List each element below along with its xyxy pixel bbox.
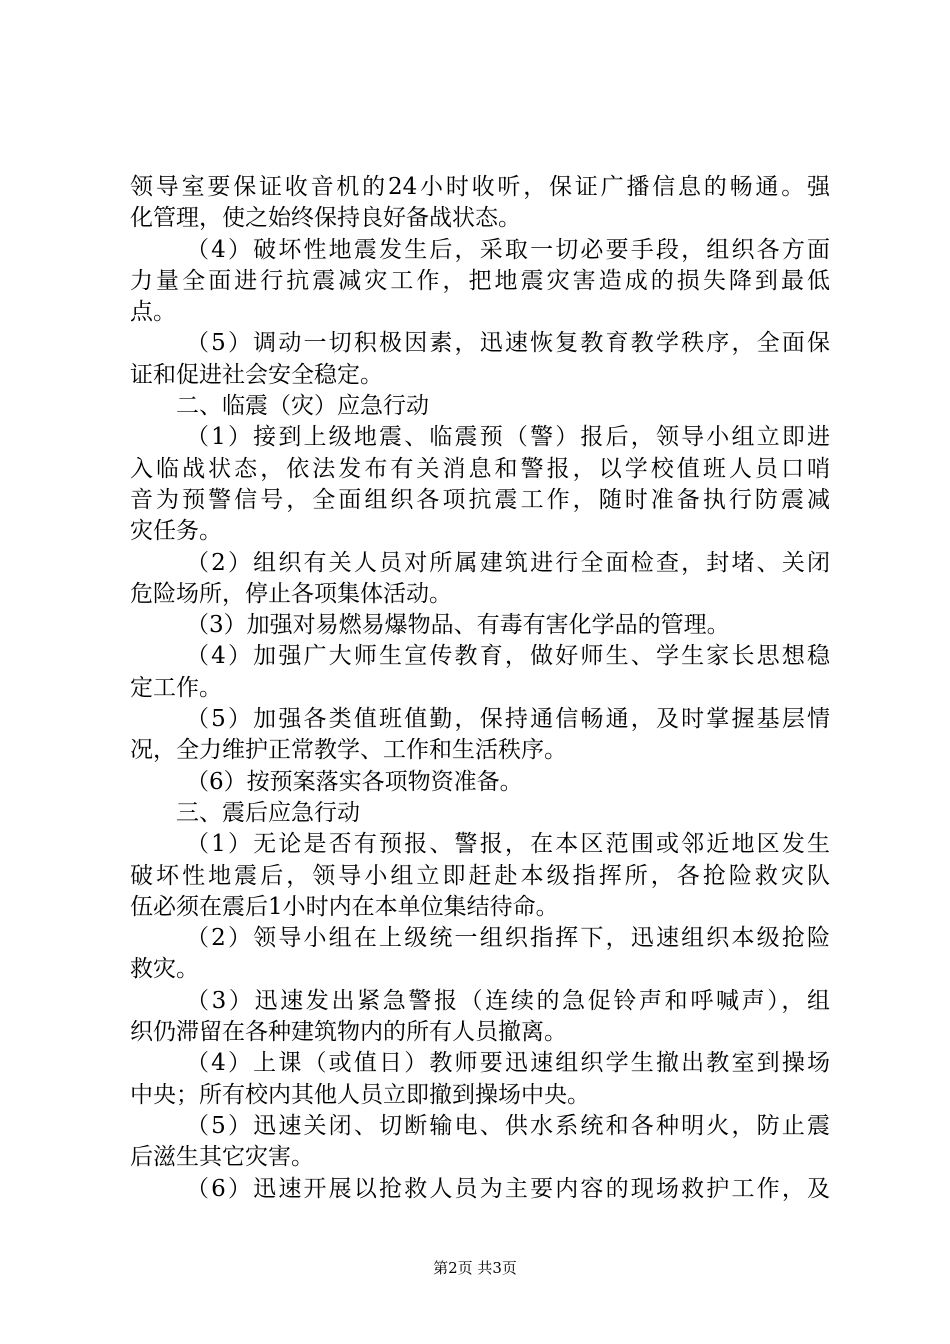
text-line: （5）迅速关闭、切断输电、供水系统和各种明火，防止震 [186,1112,830,1139]
text-line: （1）接到上级地震、临震预（警）报后，领导小组立即进 [186,424,830,451]
text-line: 后滋生其它灾害。 [130,1144,314,1171]
text-line: （4）加强广大师生宣传教育，做好师生、学生家长思想稳 [186,643,830,670]
text-line: （4）上课（或值日）教师要迅速组织学生撤出教室到操场 [186,1050,830,1077]
text-line: （4）破坏性地震发生后，采取一切必要手段，组织各方面 [186,236,830,263]
text-line: 中央；所有校内其他人员立即撤到操场中央。 [130,1081,590,1108]
text-line: （6）迅速开展以抢救人员为主要内容的现场救护工作，及 [186,1175,830,1202]
text-line: 力量全面进行抗震减灾工作，把地震灾害造成的损失降到最低 [130,267,830,294]
text-line: 证和促进社会安全稳定。 [130,361,383,388]
document-body [130,172,830,1205]
section-heading: 二、临震（灾）应急行动 [176,393,429,420]
text-line: 定工作。 [130,674,222,701]
text-line: 织仍滞留在各种建筑物内的所有人员撤离。 [130,1019,567,1046]
text-line: （3）迅速发出紧急警报（连续的急促铃声和呼喊声），组 [186,987,830,1014]
text-line: （1）无论是否有预报、警报，在本区范围或邻近地区发生 [186,831,830,858]
section-heading: 三、震后应急行动 [176,799,360,826]
text-line: 化管理，使之始终保持良好备战状态。 [130,205,521,232]
text-line: 领导室要保证收音机的24小时收听，保证广播信息的畅通。强 [130,174,830,200]
text-line: （6）按预案落实各项物资准备。 [186,768,523,795]
page-footer: 第2页 共3页 [433,1259,517,1277]
text-line: （5）调动一切积极因素，迅速恢复教育教学秩序，全面保 [186,330,830,357]
text-line: 危险场所，停止各项集体活动。 [130,580,452,607]
text-line: 况，全力维护正常教学、工作和生活秩序。 [130,737,567,764]
text-line: （3）加强对易燃易爆物品、有毒有害化学品的管理。 [186,612,730,639]
text-line: 音为预警信号，全面组织各项抗震工作，随时准备执行防震减 [130,486,830,513]
text-line: 救灾。 [130,956,199,983]
text-line: 破坏性地震后，领导小组立即赶赴本级指挥所，各抢险救灾队 [130,862,830,889]
text-line: 灾任务。 [130,518,222,545]
text-line: 点。 [130,299,176,326]
text-line: （2）组织有关人员对所属建筑进行全面检查，封堵、关闭 [186,549,830,576]
text-line: （2）领导小组在上级统一组织指挥下，迅速组织本级抢险 [186,925,830,952]
text-line: 入临战状态，依法发布有关消息和警报，以学校值班人员口哨 [130,455,830,482]
text-line: （5）加强各类值班值勤，保持通信畅通，及时掌握基层情 [186,706,830,733]
text-line: 伍必须在震后1小时内在本单位集结待命。 [130,893,559,920]
